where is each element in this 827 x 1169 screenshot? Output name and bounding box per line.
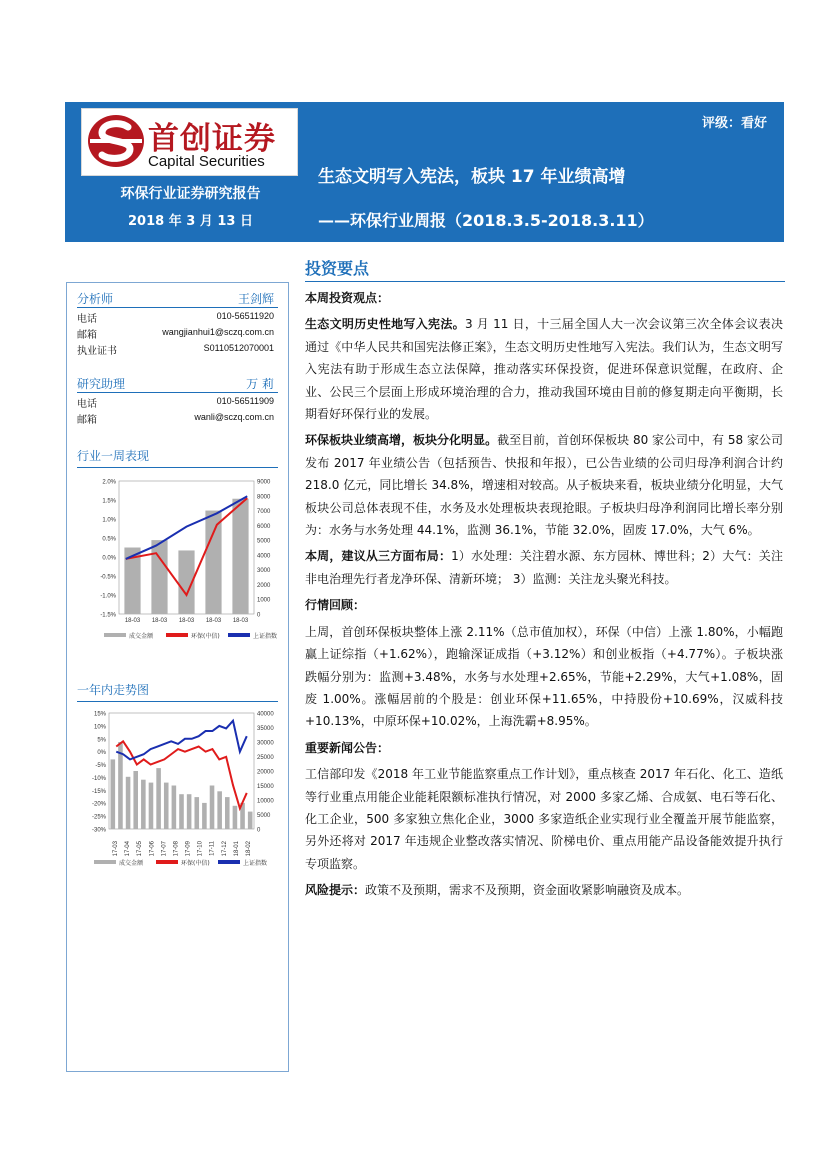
x-tick-label: 18-01 (233, 841, 240, 857)
y-right-tick-label: 40000 (257, 711, 274, 718)
y-right-tick-label: 0 (257, 827, 261, 834)
x-tick-label: 18-03 (178, 618, 195, 624)
bar (151, 540, 167, 614)
bar (232, 499, 248, 614)
legend-label: 上证指数 (243, 860, 268, 867)
y-right-tick-label: 15000 (257, 784, 274, 790)
analyst-role: 分析师 (77, 292, 114, 306)
analyst-cert-label: 执业证书 (77, 346, 117, 357)
paragraph-risk (305, 879, 783, 901)
y-right-tick-label: 4000 (257, 553, 271, 560)
x-tick-label: 17-04 (125, 841, 132, 857)
week-chart-title: 行业一周表现 (77, 449, 150, 463)
bar (187, 794, 192, 829)
assistant-phone: 010-56511909 (216, 396, 274, 406)
y-left-tick-label: -25% (91, 814, 106, 821)
series-line (126, 496, 248, 559)
x-tick-label: 17-09 (185, 841, 192, 857)
y-left-tick-label: 0% (97, 750, 106, 757)
series-line (116, 721, 247, 760)
year-chart-title: 一年内走势图 (77, 683, 150, 697)
y-left-tick-label: 10% (93, 724, 106, 731)
para-lead: 风险提示： (305, 883, 366, 898)
y-left-tick-label: -1.5% (100, 612, 116, 619)
analyst-cert: S0110512070001 (203, 343, 274, 353)
bar (156, 768, 161, 829)
assistant-email-label: 邮箱 (77, 415, 97, 426)
x-tick-label: 17-12 (221, 841, 228, 857)
legend-swatch (166, 633, 188, 637)
x-tick-label: 17-06 (149, 841, 156, 857)
company-logo (81, 108, 298, 176)
bar (210, 786, 215, 830)
divider (77, 307, 278, 308)
para-lead: 本周，建议从三方面布局： (305, 549, 452, 564)
y-left-tick-label: 0.5% (102, 536, 116, 543)
sidebar-panel (66, 282, 289, 1072)
bar (217, 791, 222, 829)
y-left-tick-label: 15% (93, 711, 106, 718)
paragraph-earnings (305, 429, 783, 541)
paragraph-recommendation (305, 545, 783, 590)
logo-text-en: Capital Securities (148, 153, 265, 170)
assistant-name: 万 莉 (246, 377, 274, 391)
assistant-email[interactable]: wanli@sczq.com.cn (194, 412, 274, 422)
y-right-tick-label: 2000 (257, 582, 271, 589)
bar (164, 783, 169, 829)
divider (77, 467, 278, 468)
y-right-tick-label: 3000 (257, 568, 271, 575)
review-heading: 行情回顾： (305, 598, 366, 613)
report-title: 生态文明写入宪法，板块 17 年业绩高增 (318, 167, 626, 187)
bar (248, 812, 253, 829)
bar (111, 759, 116, 829)
x-tick-label: 18-03 (205, 618, 222, 624)
para-lead: 环保板块业绩高增，板块分化明显。 (305, 433, 498, 448)
bar (194, 797, 199, 829)
analyst-name: 王剑辉 (237, 292, 274, 306)
y-right-tick-label: 5000 (257, 813, 271, 819)
y-right-tick-label: 20000 (257, 769, 274, 776)
bar (172, 786, 177, 830)
bar (205, 511, 221, 614)
news-heading: 重要新闻公告： (305, 740, 390, 755)
x-tick-label: 18-03 (151, 618, 168, 624)
y-left-tick-label: 1.5% (102, 498, 116, 505)
para-body: 截至目前，首创环保板块 80 家公司中，有 58 家公司发布 2017 年业绩公告（包括预告、快报和年报），已公告业绩的公司归母净利润合计约 218.0 亿元，同比增长 34.8%，增速相对较高。从子板块来看，板块业绩分化明显，大气板块公司总体表现不佳，水务及水处理板块表现抢眼。子板块归母净利润同比增长率分别为：水务与水务处理 44.1%，监测 36.1%，节能 32.0%，固废 17.0%，大气 6%。 (305, 433, 783, 538)
legend-label: 环保(中信) (181, 860, 210, 867)
week-performance-chart (67, 473, 288, 658)
y-right-tick-label: 7000 (257, 509, 271, 516)
y-left-tick-label: -1.0% (100, 593, 116, 600)
year-trend-chart (67, 705, 288, 880)
paragraph-market-review: 上周，首创环保板块整体上涨 2.11%（总市值加权），环保（中信）上涨 1.80%，小幅跑赢上证综指（+1.62%），跑输深证成指（+3.12%）和创业板指（+4.77%）。子板块涨跌幅分别为：监测+3.48%，水务与水处理+2.65%，节能+2.29%，大气+1.08%，固废 1.00%。涨幅居前的个股是：创业环保+11.65%，中持股份+10.69%，汉威科技+10.13%，中原环保+10.02%，上海洗霸+8.95%。 (305, 624, 783, 729)
y-right-tick-label: 10000 (257, 798, 274, 805)
legend-label: 成交金额 (129, 633, 154, 640)
y-left-tick-label: -10% (91, 775, 106, 782)
logo-text-cn: 首创证券 (148, 121, 276, 157)
analyst-email-label: 邮箱 (77, 330, 97, 341)
y-left-tick-label: 2.0% (102, 479, 116, 486)
bar (225, 797, 230, 829)
x-tick-label: 17-10 (197, 841, 204, 857)
legend-swatch (156, 860, 178, 864)
y-right-tick-label: 0 (257, 612, 261, 619)
x-tick-label: 18-02 (245, 841, 252, 857)
y-right-tick-label: 35000 (257, 726, 274, 732)
y-right-tick-label: 5000 (257, 538, 271, 545)
logo-emblem-icon (86, 113, 146, 169)
report-subtitle: ——环保行业周报（2018.3.5-2018.3.11） (318, 211, 654, 230)
report-type: 环保行业证券研究报告 (120, 186, 261, 202)
legend-label: 上证指数 (253, 633, 278, 640)
x-tick-label: 18-03 (124, 618, 141, 624)
paragraph-constitution (305, 313, 783, 425)
y-left-tick-label: -15% (91, 788, 106, 795)
bar (126, 777, 131, 829)
analyst-phone-label: 电话 (77, 314, 97, 325)
para-lead: 生态文明历史性地写入宪法。 (305, 317, 465, 332)
y-left-tick-label: 0.0% (102, 555, 116, 562)
y-left-tick-label: -30% (91, 827, 106, 834)
y-right-tick-label: 9000 (257, 479, 271, 486)
bar (133, 771, 138, 829)
bar (233, 806, 238, 829)
y-left-tick-label: -20% (91, 801, 106, 808)
bar (141, 780, 146, 829)
divider (77, 701, 278, 702)
legend-label: 成交金额 (119, 860, 144, 867)
legend-swatch (218, 860, 240, 864)
para-body: 3 月 11 日，十三届全国人大一次会议第三次全体会议表决通过《中华人民共和国宪法修正案》，生态文明历史性地写入宪法。我们认为，生态文明写入宪法有助于形成生态立法保障，推动落实环保投资，促进环保意识觉醒，在政府、企业、公民三个层面上形成环境治理的合力，推动我国环境由目前的修复期走向平衡期，长期看好环保行业的发展。 (305, 317, 783, 422)
x-tick-label: 17-03 (113, 841, 120, 857)
y-left-tick-label: -0.5% (100, 574, 116, 581)
x-tick-label: 17-08 (173, 841, 180, 857)
x-tick-label: 17-05 (137, 841, 144, 857)
x-tick-label: 18-03 (232, 618, 249, 624)
legend-swatch (104, 633, 126, 637)
para-body: 1）水处理：关注碧水源、东方园林、博世科；2）大气：关注非电治理先行者龙净环保、清新环境； 3）监测：关注龙头聚光科技。 (305, 549, 783, 586)
analyst-email[interactable]: wangjianhui1@sczq.com.cn (162, 327, 274, 337)
assistant-role: 研究助理 (77, 377, 126, 391)
y-right-tick-label: 30000 (257, 740, 274, 747)
y-right-tick-label: 1000 (257, 597, 271, 604)
bar (202, 803, 207, 829)
legend-swatch (94, 860, 116, 864)
y-right-tick-label: 6000 (257, 523, 271, 530)
y-right-tick-label: 25000 (257, 755, 274, 761)
y-left-tick-label: 1.0% (102, 517, 116, 524)
bar (118, 742, 123, 829)
assistant-phone-label: 电话 (77, 399, 97, 410)
legend-label: 环保(中信) (191, 633, 220, 640)
x-tick-label: 17-07 (161, 841, 168, 857)
rating-badge: 评级：看好 (701, 116, 767, 131)
divider (77, 392, 278, 393)
title-rule (305, 281, 785, 282)
x-tick-label: 17-11 (209, 841, 216, 856)
section-title: 投资要点 (305, 259, 370, 278)
view-heading: 本周投资观点： (305, 291, 390, 305)
bar (149, 783, 154, 829)
legend-swatch (228, 633, 250, 637)
report-date: 2018 年 3 月 13 日 (128, 214, 253, 229)
y-right-tick-label: 8000 (257, 494, 271, 501)
y-left-tick-label: 5% (97, 737, 106, 744)
para-body: 政策不及预期，需求不及预期，资金面收紧影响融资及成本。 (365, 883, 690, 898)
analyst-phone: 010-56511920 (216, 311, 274, 321)
bar (179, 794, 184, 829)
main-content (305, 287, 783, 906)
paragraph-news: 工信部印发《2018 年工业节能监察重点工作计划》，重点核查 2017 年石化、化工、造纸等行业重点用能企业能耗限额标准执行情况，对 2000 多家乙烯、合成氨、电石等石化、化工企业，500 多家独立焦化企业，3000 多家造纸企业实现行业全覆盖开展节能监察，另外还将对 2017 年违规企业整改落实情况、阶梯电价、重点用能产品设备能效提升执行专项监察。 (305, 767, 783, 871)
y-left-tick-label: -5% (95, 763, 106, 770)
